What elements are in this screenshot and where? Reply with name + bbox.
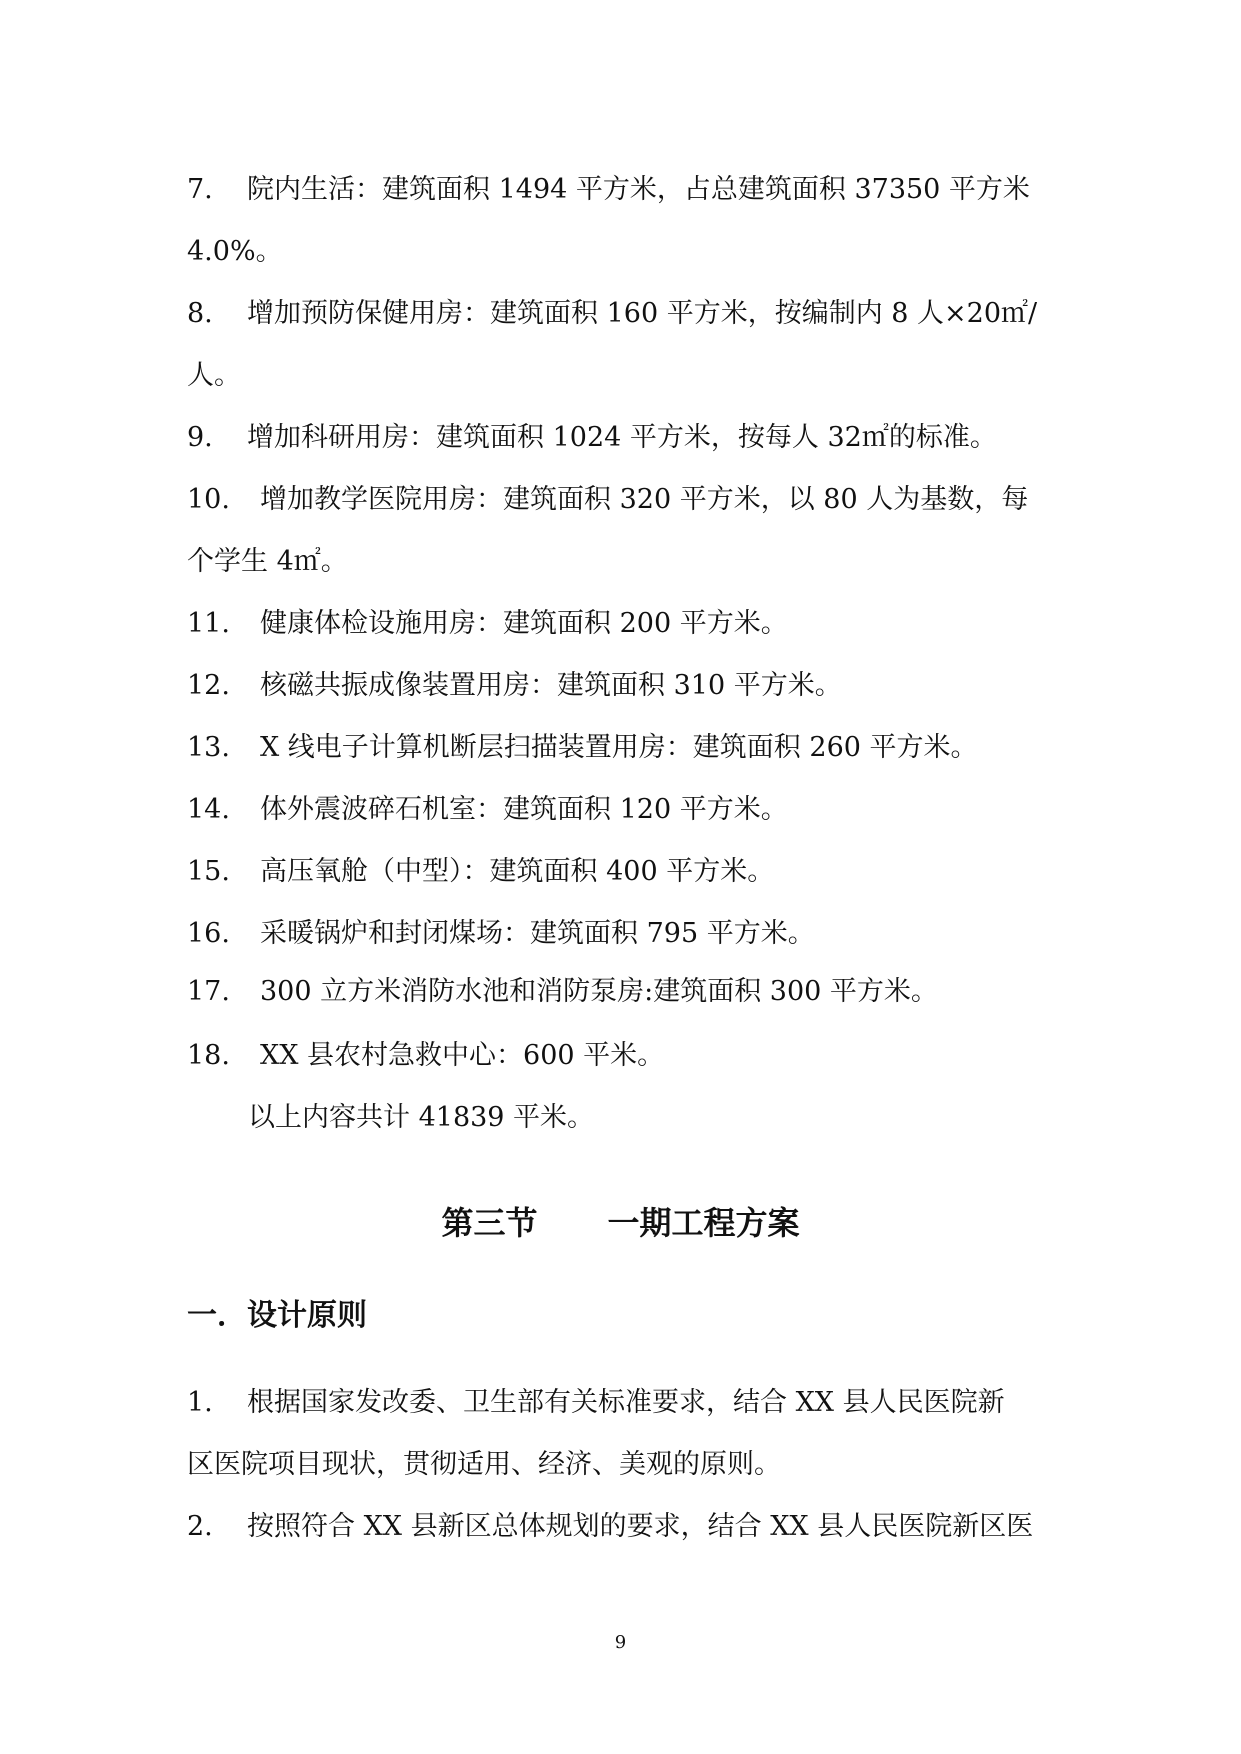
list-item-continuation: 个学生 4㎡。 [187,546,348,577]
item-text: 增加科研用房：建筑面积 1024 平方米，按每人 32㎡的标准。 [247,422,997,453]
item-number: 12. [187,670,230,701]
item-text: 采暖锅炉和封闭煤场：建筑面积 795 平方米。 [260,918,815,949]
item-text: 体外震波碎石机室：建筑面积 120 平方米。 [260,794,788,825]
item-text: 增加预防保健用房：建筑面积 160 平方米，按编制内 8 人×20㎡/ [247,298,1038,329]
item-text: 300 立方米消防水池和消防泵房:建筑面积 300 平方米。 [260,976,938,1007]
list-item-11 [187,607,788,641]
list-item-18 [187,1039,664,1073]
list-item-17 [187,975,938,1009]
item-number: 18. [187,1040,230,1071]
item-text: 高压氧舱（中型）：建筑面积 400 平方米。 [260,856,775,887]
list-item-8 [187,297,1037,331]
item-number: 13. [187,732,230,763]
list-item-7 [187,173,1030,207]
section-label: 第三节 [441,1204,538,1242]
item-number: 15. [187,856,230,887]
item-number: 10. [187,484,230,515]
item-number: 1. [187,1387,213,1418]
section-name: 一期工程方案 [607,1204,800,1242]
list-item-9 [187,421,997,455]
item-number: 16. [187,918,230,949]
item-text: X 线电子计算机断层扫描装置用房：建筑面积 260 平方米。 [260,732,978,763]
section-title [0,1198,1241,1244]
list-item-12 [187,669,842,703]
principle-item-1 [187,1386,1005,1420]
item-text: 根据国家发改委、卫生部有关标准要求，结合 XX 县人民医院新 [247,1387,1005,1418]
item-number: 17. [187,976,230,1007]
principle-continuation: 区医院项目现状，贯彻适用、经济、美观的原则。 [187,1449,781,1480]
item-text: 健康体检设施用房：建筑面积 200 平方米。 [260,608,788,639]
item-number: 2. [187,1511,213,1542]
principle-item-2 [187,1510,1033,1544]
item-text: XX 县农村急救中心：600 平米。 [260,1040,665,1071]
subsection-heading: 一．设计原则 [187,1298,367,1333]
list-item-16 [187,917,815,951]
list-item-continuation: 人。 [187,360,241,391]
item-number: 14. [187,794,230,825]
list-item-14 [187,793,788,827]
item-text: 按照符合 XX 县新区总体规划的要求，结合 XX 县人民医院新区医 [247,1511,1034,1542]
item-text: 核磁共振成像装置用房：建筑面积 310 平方米。 [260,670,842,701]
list-item-15 [187,855,774,889]
item-number: 9. [187,422,213,453]
summary-text: 以上内容共计 41839 平米。 [248,1102,595,1133]
item-text: 院内生活：建筑面积 1494 平方米，占总建筑面积 37350 平方米 [247,174,1030,205]
item-number: 8. [187,298,213,329]
list-item-continuation: 4.0%。 [187,236,283,267]
list-item-13 [187,731,978,765]
item-number: 7. [187,174,213,205]
item-number: 11. [187,608,230,639]
list-item-10 [187,483,1028,517]
item-text: 增加教学医院用房：建筑面积 320 平方米，以 80 人为基数，每 [260,484,1029,515]
page-number: 9 [614,1632,627,1653]
